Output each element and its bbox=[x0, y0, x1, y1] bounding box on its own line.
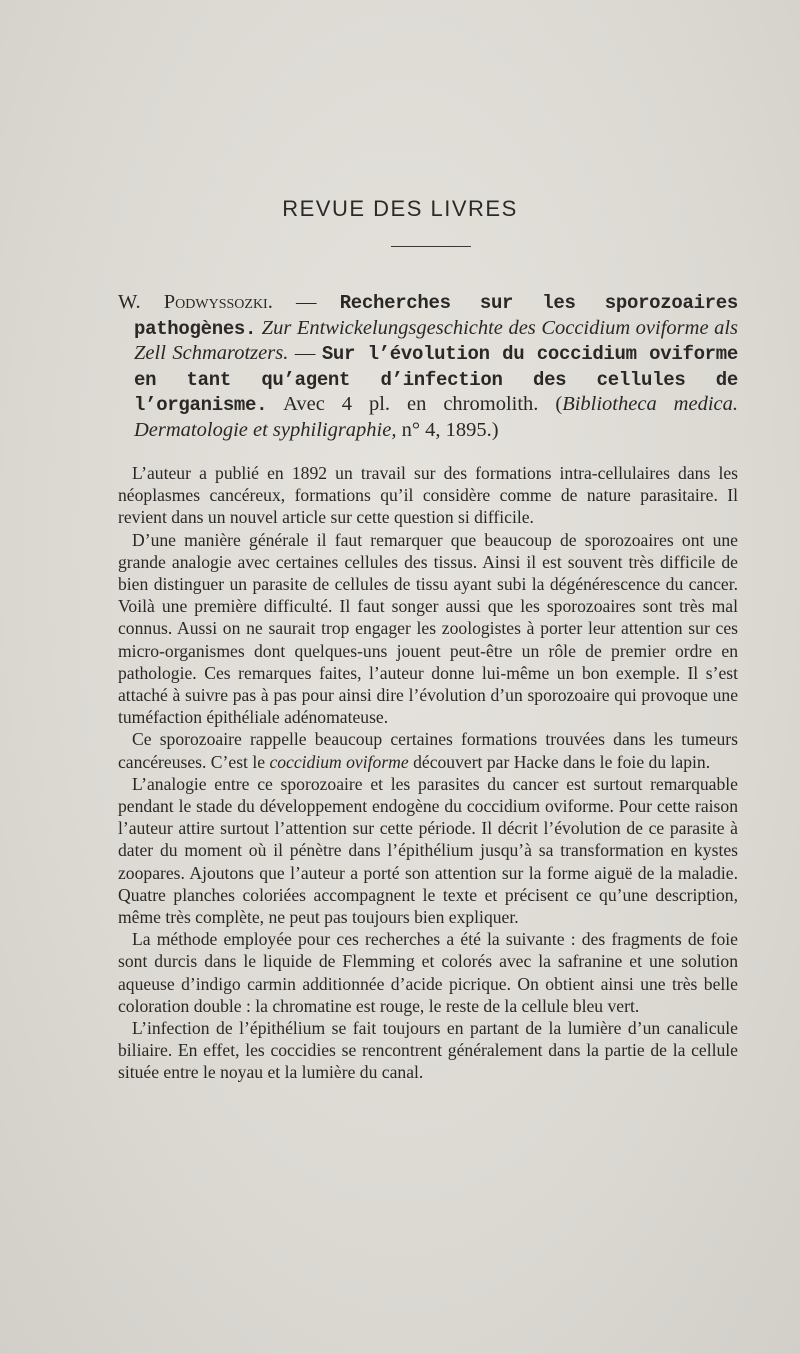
paragraph-5: La méthode employée pour ces recherches a été la suivante : des fragments de foie sont durcis dans le liquide de Flemming et colorés avec la safranine et une solution aqueuse d’indigo carmin additionnée d’acide picrique. On obtient ainsi une très belle coloration double : la chromatine est rouge, le reste de la cellule bleu vert. bbox=[118, 929, 738, 1016]
paragraph-3-start: Ce sporozoaire rappelle beaucoup certaines formations trouvées dans les tumeurs cancéreuses. C’est le bbox=[118, 729, 738, 772]
heading-divider bbox=[391, 246, 471, 247]
species-name: coccidium oviforme bbox=[269, 751, 409, 772]
citation-title-french-2: Sur l’évolution du coccidium oviforme en tant qu’agent d’infection des cellules de l’organisme. bbox=[134, 343, 738, 417]
paragraph-6: L’infection de l’épithélium se fait toujours en partant de la lumière d’un canalicule biliaire. En effet, les coccidies se rencontrent généralement dans la partie de la cellule située entre le noyau et la lumière du canal. bbox=[118, 1018, 738, 1083]
citation-title-french: Recherches sur les sporozoaires pathogènes. bbox=[134, 292, 738, 340]
paragraph-3-end: découvert par Hacke dans le foie du lapin. bbox=[408, 751, 711, 772]
citation-journal: Bibliotheca medica. Dermatologie et syphiligraphie, bbox=[134, 393, 738, 441]
paragraph-3 bbox=[118, 728, 738, 772]
paragraph-2: D’une manière générale il faut remarquer que beaucoup de sporozoaires ont une grande analogie avec certaines cellules des tissus. Ainsi il est souvent très difficile de bien distinguer un parasite de cellules de tissu ayant subi la dégénérescence du cancer. Voilà une première difficulté. Il faut songer aussi que les sporozoaires sont très mal connus. Aussi on ne saurait trop engager les zoologistes à porter leur attention sur ces micro-organismes dont quelques-uns jouent peut-être un rôle de premier ordre en pathologie. Ces remarques faites, l’auteur donne lui-même un bon exemple. Il s’est attaché à suivre pas à pas pour ainsi dire l’évolution d’un sporozoaire qui provoque une tuméfaction épithéliale adénomateuse. bbox=[118, 529, 738, 728]
citation-dash-2: — bbox=[288, 342, 322, 365]
citation-title-german: Zur Entwickelungsgeschichte des Coccidium oviforme als Zell Schmarotzers. bbox=[134, 316, 739, 365]
review-body bbox=[118, 462, 738, 1084]
paragraph-1: L’auteur a publié en 1892 un travail sur des formations intra-cellulaires dans les néoplasmes cancéreux, formations qu’il considère comme de nature parasitaire. Il revient dans un nouvel article sur cette question si difficile. bbox=[118, 463, 738, 528]
citation-plates: Avec 4 pl. en chromolith. ( bbox=[267, 393, 563, 416]
citation-issue: n° 4, 1895.) bbox=[396, 418, 499, 441]
book-citation bbox=[118, 290, 738, 443]
paragraph-4: L’analogie entre ce sporozoaire et les parasites du cancer est surtout remarquable pendant le stade du développement endogène du coccidium oviforme. Pour cette raison l’auteur attire surtout l’attention sur cette période. Il décrit l’évolution de ce parasite à dater du moment où il pénètre dans l’épithélium jusqu’à sa transformation en kystes zoopares. Ajoutons que l’auteur a porté son attention sur la forme aiguë de la maladie. Quatre planches coloriées accompagnent le texte et précisent ce qu’une description, même très complète, ne peut pas toujours bien expliquer. bbox=[118, 773, 738, 928]
citation-dash: — bbox=[272, 291, 340, 313]
citation-author: W. Podwyssozki. bbox=[118, 291, 273, 313]
section-heading: REVUE DES LIVRES bbox=[282, 196, 518, 221]
